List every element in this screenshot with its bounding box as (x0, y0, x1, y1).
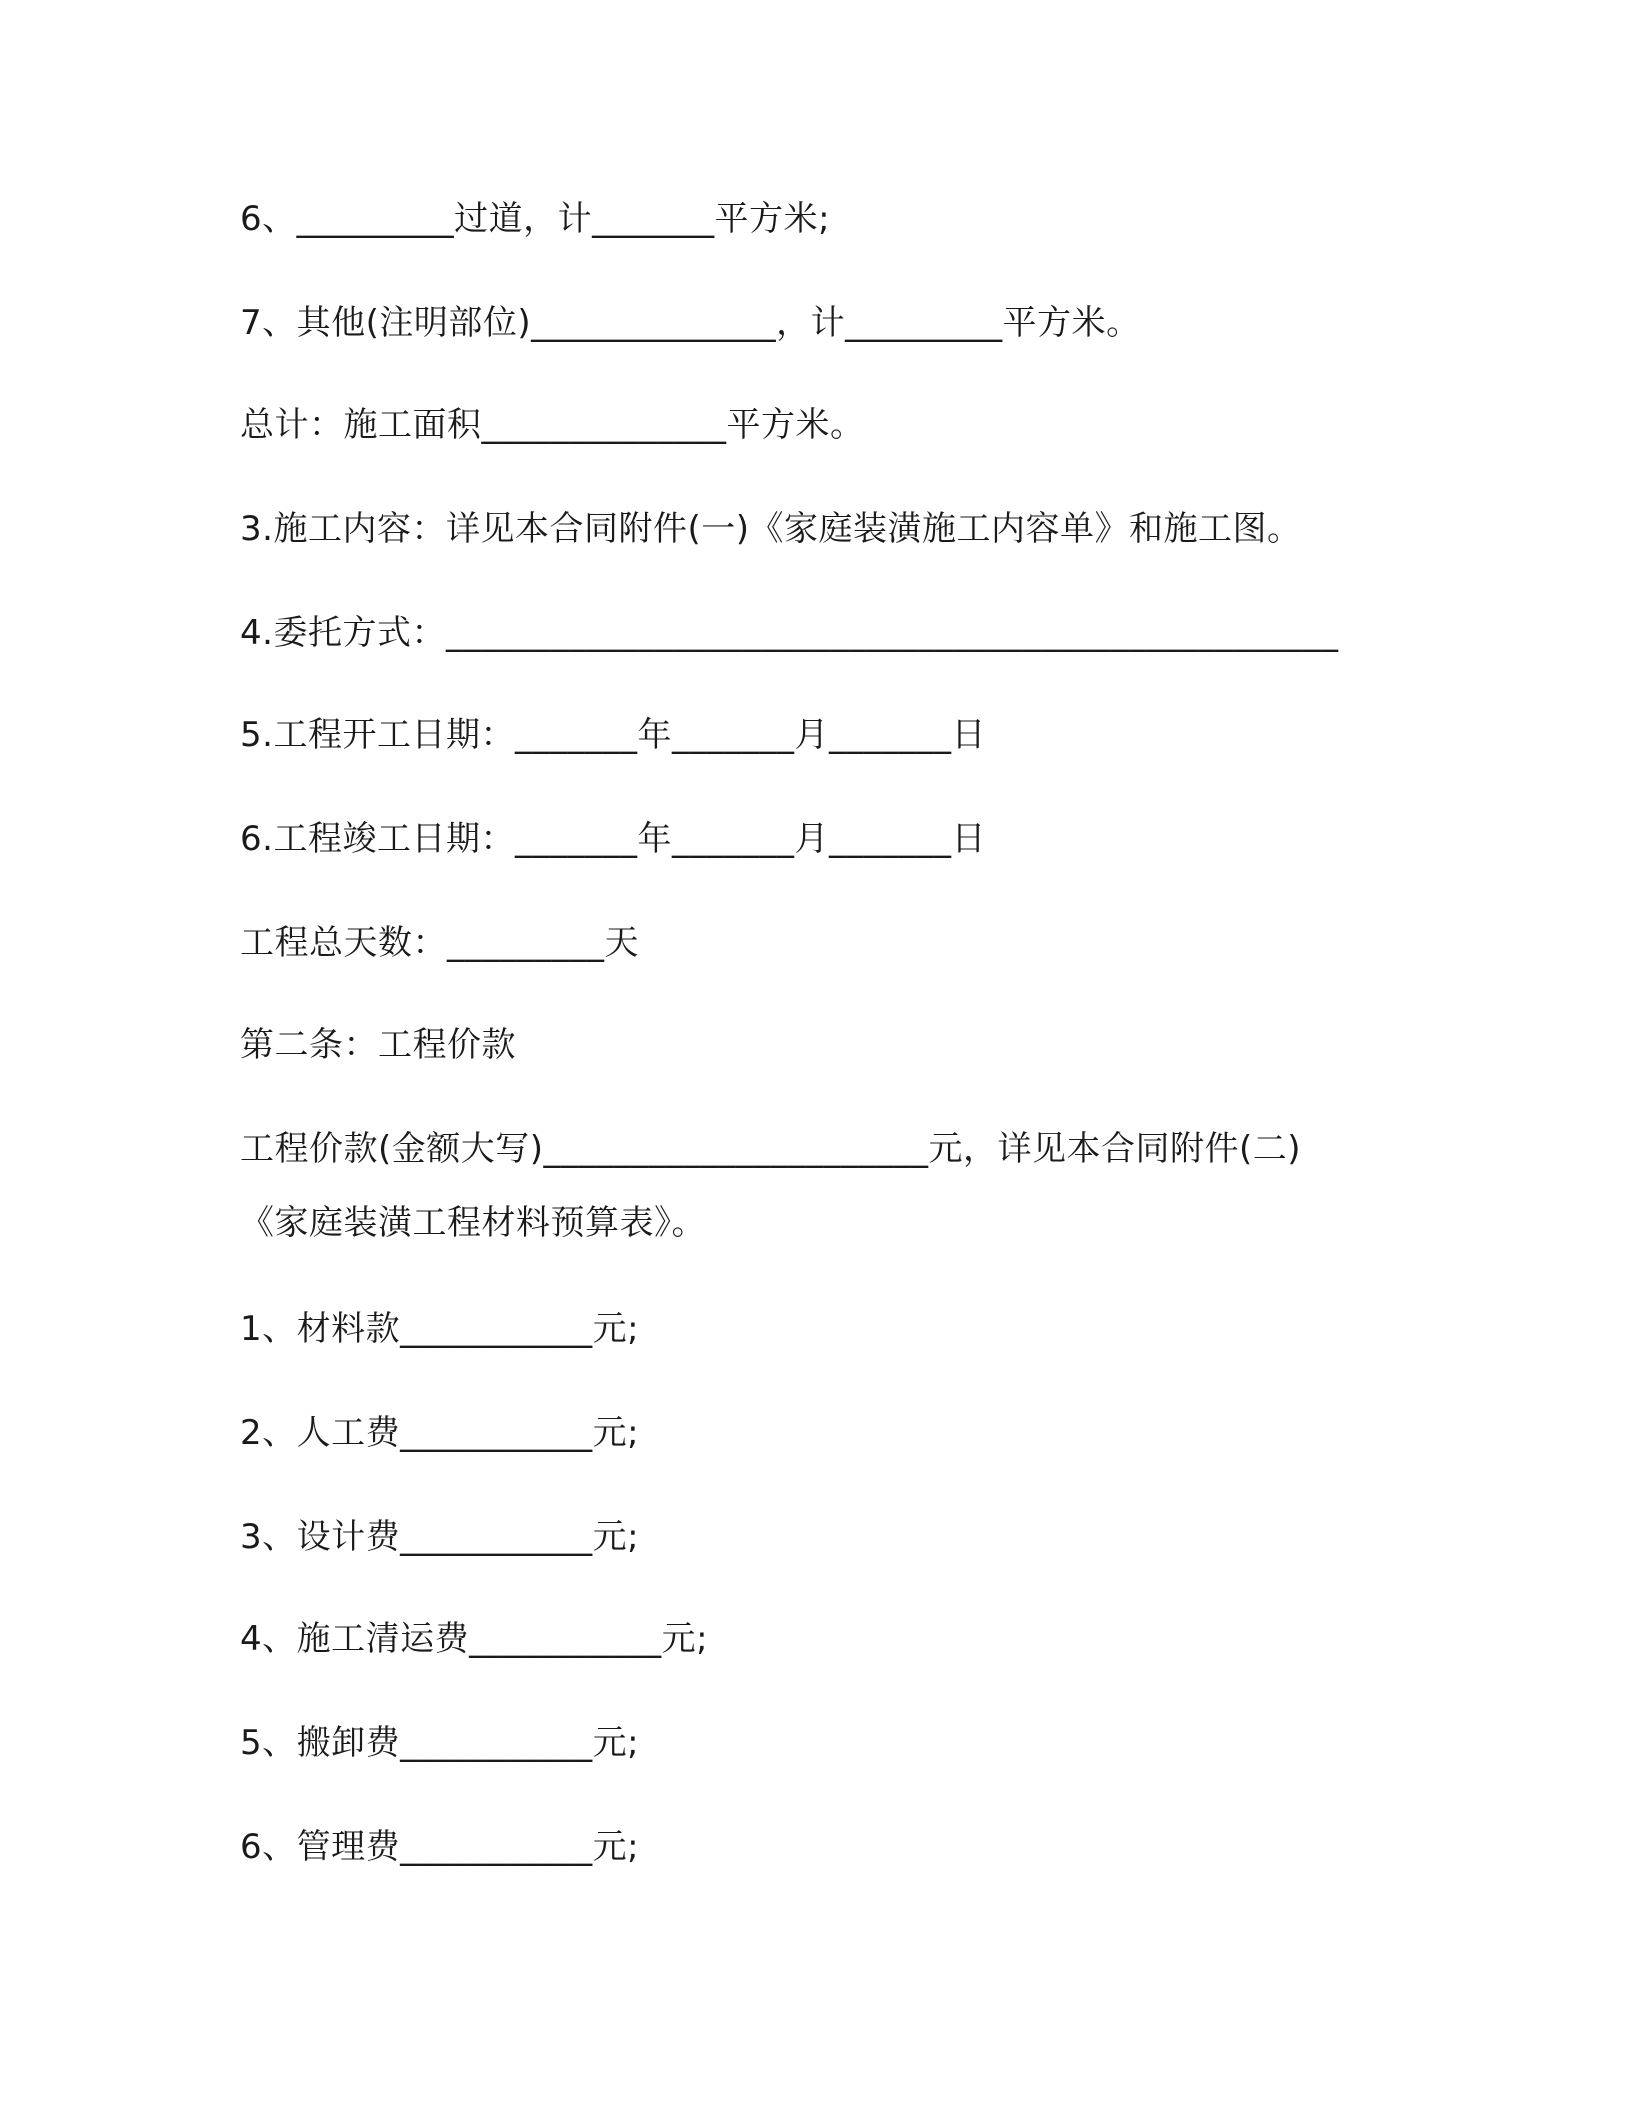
text-line: 7、其他(注明部位)______________，计_________平方米。 (240, 303, 1141, 343)
list-item: 5、搬卸费___________元; (240, 1723, 640, 1763)
text-line: 4.委托方式：___________________________________________________ (240, 613, 1339, 653)
text-line: 5.工程开工日期：_______年_______月_______日 (240, 715, 986, 755)
list-item: 3、设计费___________元; (240, 1517, 640, 1557)
text-line: 工程价款(金额大写)______________________元，详见本合同附件(二) (240, 1129, 1302, 1169)
text-line: 6、_________过道，计_______平方米; (240, 199, 831, 239)
text-line: 总计：施工面积______________平方米。 (240, 405, 865, 445)
text-line: 6.工程竣工日期：_______年_______月_______日 (240, 819, 986, 859)
list-item: 4、施工清运费___________元; (240, 1619, 709, 1659)
list-item: 2、人工费___________元; (240, 1413, 640, 1453)
text-line: 3.施工内容：详见本合同附件(一)《家庭装潢施工内容单》和施工图。 (240, 509, 1302, 549)
text-line: 工程总天数：_________天 (240, 923, 639, 963)
section-heading: 第二条：工程价款 (240, 1025, 516, 1065)
list-item: 6、管理费___________元; (240, 1827, 640, 1867)
list-item: 1、材料款___________元; (240, 1309, 640, 1349)
text-line: 《家庭装潢工程材料预算表》。 (240, 1203, 706, 1243)
